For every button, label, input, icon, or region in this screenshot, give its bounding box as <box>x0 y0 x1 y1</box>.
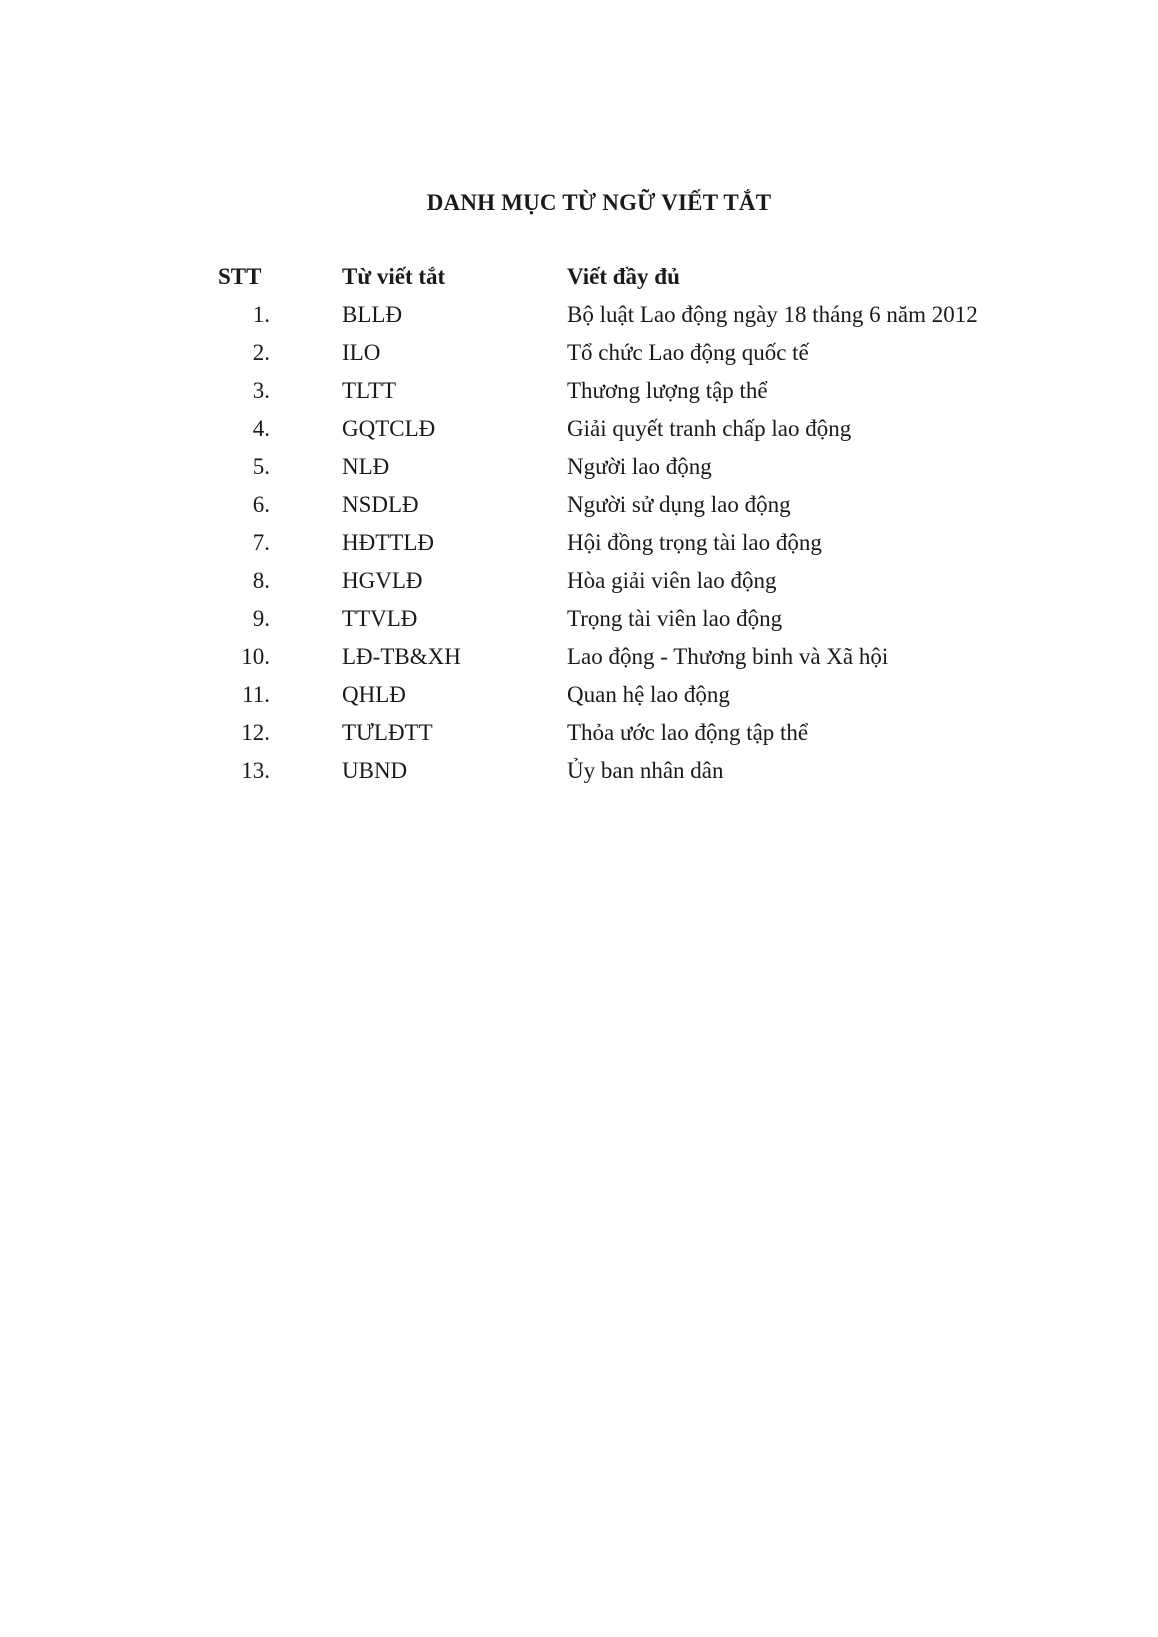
row-number: 8. <box>252 568 270 593</box>
row-full-form: Hội đồng trọng tài lao động <box>567 530 822 555</box>
row-full-form: Trọng tài viên lao động <box>567 606 783 631</box>
row-abbreviation: TTVLĐ <box>342 606 418 631</box>
row-full-form: Người sử dụng lao động <box>567 492 791 517</box>
row-full-form: Quan hệ lao động <box>567 682 730 707</box>
row-number: 4. <box>252 416 270 441</box>
row-number: 2. <box>252 340 270 365</box>
table-row <box>0 491 1158 529</box>
row-number: 11. <box>242 682 270 707</box>
row-abbreviation: BLLĐ <box>342 302 403 327</box>
header-stt: STT <box>218 264 262 289</box>
row-full-form: Bộ luật Lao động ngày 18 tháng 6 năm 2012 <box>567 302 978 327</box>
row-abbreviation: NLĐ <box>342 454 390 479</box>
table-row <box>0 719 1158 757</box>
abbreviation-table <box>0 263 1158 795</box>
row-abbreviation: ILO <box>342 340 381 365</box>
table-row <box>0 643 1158 681</box>
table-row <box>0 529 1158 567</box>
row-abbreviation: HGVLĐ <box>342 568 423 593</box>
page-title: DANH MỤC TỪ NGỮ VIẾT TẮT <box>426 190 772 215</box>
table-row <box>0 681 1158 719</box>
table-header-row <box>0 263 1158 301</box>
row-abbreviation: NSDLĐ <box>342 492 419 517</box>
row-abbreviation: UBND <box>342 758 408 783</box>
row-number: 1. <box>252 302 270 327</box>
row-number: 6. <box>252 492 270 517</box>
row-full-form: Ủy ban nhân dân <box>567 758 724 783</box>
row-full-form: Người lao động <box>567 454 712 479</box>
row-number: 7. <box>252 530 270 555</box>
row-number: 5. <box>252 454 270 479</box>
row-abbreviation: HĐTTLĐ <box>342 530 434 555</box>
table-row <box>0 301 1158 339</box>
row-abbreviation: LĐ-TB&XH <box>342 644 461 669</box>
table-row <box>0 567 1158 605</box>
row-full-form: Lao động - Thương binh và Xã hội <box>567 644 889 669</box>
row-full-form: Tổ chức Lao động quốc tế <box>567 340 809 365</box>
header-full-form: Viết đầy đủ <box>567 264 680 289</box>
table-row <box>0 453 1158 491</box>
row-full-form: Giải quyết tranh chấp lao động <box>567 416 852 441</box>
table-row <box>0 605 1158 643</box>
row-abbreviation: TƯLĐTT <box>342 720 433 745</box>
row-number: 3. <box>252 378 270 403</box>
row-number: 12. <box>241 720 270 745</box>
table-row <box>0 339 1158 377</box>
row-abbreviation: TLTT <box>342 378 397 403</box>
header-abbreviation: Từ viết tắt <box>342 264 446 289</box>
table-row <box>0 415 1158 453</box>
row-number: 9. <box>252 606 270 631</box>
row-full-form: Thương lượng tập thể <box>567 378 768 403</box>
row-number: 13. <box>241 758 270 783</box>
row-abbreviation: QHLĐ <box>342 682 406 707</box>
row-number: 10. <box>241 644 270 669</box>
row-full-form: Hòa giải viên lao động <box>567 568 777 593</box>
table-row <box>0 377 1158 415</box>
table-row <box>0 757 1158 795</box>
row-full-form: Thỏa ước lao động tập thể <box>567 720 809 745</box>
row-abbreviation: GQTCLĐ <box>342 416 436 441</box>
